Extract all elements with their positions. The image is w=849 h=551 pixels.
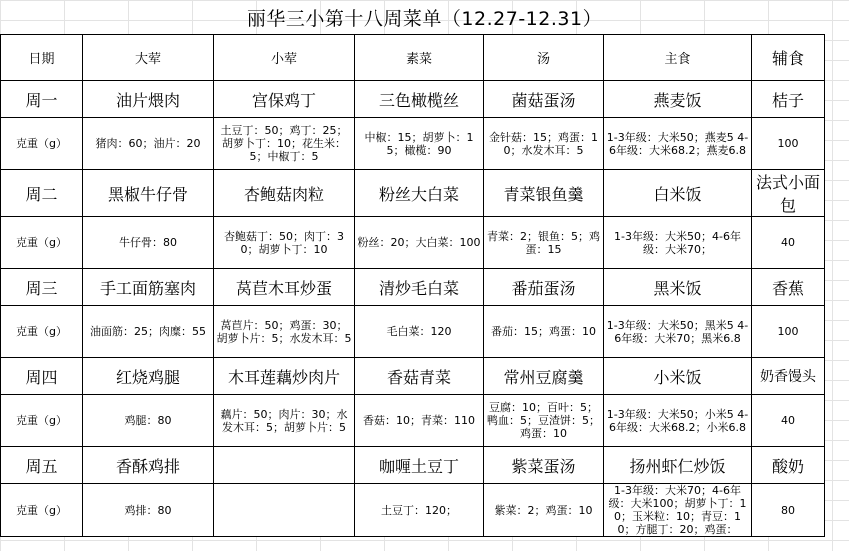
gram-row-fri [1, 484, 825, 537]
day-cell: 周五 [1, 447, 83, 484]
gram-vegetable: 土豆丁：120； [355, 484, 484, 537]
dish-soup: 紫菜蛋汤 [484, 447, 604, 484]
dish-side-meat: 宫保鸡丁 [214, 81, 355, 118]
gram-staple: 1-3年级：大米50；燕麦5 4-6年级：大米68.2；燕麦6.8 [604, 118, 752, 170]
dish-vegetable: 香菇青菜 [355, 358, 484, 395]
gram-side-meat [214, 484, 355, 537]
header-supplement: 辅食 [752, 35, 825, 81]
gram-main-meat: 鸡腿：80 [83, 395, 214, 447]
dish-supplement: 奶香馒头 [752, 358, 825, 395]
header-side-meat: 小荤 [214, 35, 355, 81]
dish-main-meat: 黑椒牛仔骨 [83, 170, 214, 217]
gram-staple: 1-3年级：大米70；4-6年级：大米100；胡萝卜丁：10；玉米粒：10；青豆：10；方腿丁：20；鸡蛋： [604, 484, 752, 537]
day-cell: 周四 [1, 358, 83, 395]
dish-supplement: 酸奶 [752, 447, 825, 484]
gram-staple: 1-3年级：大米50；小米5 4-6年级：大米68.2；小米6.8 [604, 395, 752, 447]
dish-main-meat: 香酥鸡排 [83, 447, 214, 484]
dish-side-meat [214, 447, 355, 484]
header-staple: 主食 [604, 35, 752, 81]
dish-staple: 小米饭 [604, 358, 752, 395]
gram-soup: 豆腐：10；百叶：5；鸭血：5；豆渣饼：5；鸡蛋：10 [484, 395, 604, 447]
gram-label: 克重（g） [1, 484, 83, 537]
gram-soup: 金针菇：15；鸡蛋：10；水发木耳：5 [484, 118, 604, 170]
dish-supplement: 桔子 [752, 81, 825, 118]
dish-staple: 白米饭 [604, 170, 752, 217]
dish-side-meat: 杏鲍菇肉粒 [214, 170, 355, 217]
gram-side-meat: 土豆丁：50；鸡丁：25；胡萝卜丁：10；花生米：5；中椒丁：5 [214, 118, 355, 170]
page-title: 丽华三小第十八周菜单（12.27-12.31） [246, 8, 603, 30]
gram-row-thu [1, 395, 825, 447]
gram-main-meat: 猪肉：60；油片：20 [83, 118, 214, 170]
gram-side-meat: 莴苣片：50；鸡蛋：30；胡萝卜片：5；水发木耳：5 [214, 306, 355, 358]
gram-staple: 1-3年级：大米50；4-6年级：大米70； [604, 217, 752, 269]
header-date: 日期 [1, 35, 83, 81]
gram-side-meat: 藕片：50；肉片：30；水发木耳：5；胡萝卜片：5 [214, 395, 355, 447]
dish-row-wed [1, 269, 825, 306]
dish-soup: 青菜银鱼羹 [484, 170, 604, 217]
dish-supplement: 法式小面包 [752, 170, 825, 217]
dish-staple: 扬州虾仁炒饭 [604, 447, 752, 484]
day-cell: 周三 [1, 269, 83, 306]
gram-staple: 1-3年级：大米50；黑米5 4-6年级：大米70；黑米6.8 [604, 306, 752, 358]
dish-main-meat: 手工面筋塞肉 [83, 269, 214, 306]
gram-vegetable: 香菇：10；青菜：110 [355, 395, 484, 447]
day-cell: 周一 [1, 81, 83, 118]
dish-vegetable: 三色橄榄丝 [355, 81, 484, 118]
gram-label: 克重（g） [1, 395, 83, 447]
dish-soup: 常州豆腐羹 [484, 358, 604, 395]
dish-side-meat: 莴苣木耳炒蛋 [214, 269, 355, 306]
gram-vegetable: 粉丝：20；大白菜：100 [355, 217, 484, 269]
dish-side-meat: 木耳莲藕炒肉片 [214, 358, 355, 395]
gram-soup: 青菜：2；银鱼：5；鸡蛋：15 [484, 217, 604, 269]
gram-vegetable: 毛白菜：120 [355, 306, 484, 358]
gram-soup: 番茄：15；鸡蛋：10 [484, 306, 604, 358]
dish-soup: 番茄蛋汤 [484, 269, 604, 306]
dish-soup: 菌菇蛋汤 [484, 81, 604, 118]
dish-row-thu [1, 358, 825, 395]
gram-supplement: 40 [752, 395, 825, 447]
gram-label: 克重（g） [1, 306, 83, 358]
dish-row-tue [1, 170, 825, 217]
gram-supplement: 100 [752, 306, 825, 358]
day-cell: 周二 [1, 170, 83, 217]
dish-row-mon [1, 81, 825, 118]
gram-side-meat: 杏鲍菇丁：50；肉丁：30；胡萝卜丁：10 [214, 217, 355, 269]
gram-supplement: 80 [752, 484, 825, 537]
gram-label: 克重（g） [1, 217, 83, 269]
gram-row-wed [1, 306, 825, 358]
gram-row-tue [1, 217, 825, 269]
menu-table [0, 34, 825, 537]
gram-supplement: 100 [752, 118, 825, 170]
dish-vegetable: 粉丝大白菜 [355, 170, 484, 217]
dish-vegetable: 咖喱土豆丁 [355, 447, 484, 484]
gram-supplement: 40 [752, 217, 825, 269]
dish-staple: 燕麦饭 [604, 81, 752, 118]
dish-staple: 黑米饭 [604, 269, 752, 306]
dish-row-fri [1, 447, 825, 484]
gram-label: 克重（g） [1, 118, 83, 170]
gram-main-meat: 鸡排：80 [83, 484, 214, 537]
gram-soup: 紫菜：2；鸡蛋：10 [484, 484, 604, 537]
dish-main-meat: 油片煨肉 [83, 81, 214, 118]
dish-main-meat: 红烧鸡腿 [83, 358, 214, 395]
dish-supplement: 香蕉 [752, 269, 825, 306]
header-soup: 汤 [484, 35, 604, 81]
gram-main-meat: 油面筋：25；肉糜：55 [83, 306, 214, 358]
header-row [1, 35, 825, 81]
header-main-meat: 大荤 [83, 35, 214, 81]
header-vegetable: 素菜 [355, 35, 484, 81]
gram-vegetable: 中椒：15；胡萝卜：15；橄榄：90 [355, 118, 484, 170]
gram-row-mon [1, 118, 825, 170]
dish-vegetable: 清炒毛白菜 [355, 269, 484, 306]
gram-main-meat: 牛仔骨：80 [83, 217, 214, 269]
